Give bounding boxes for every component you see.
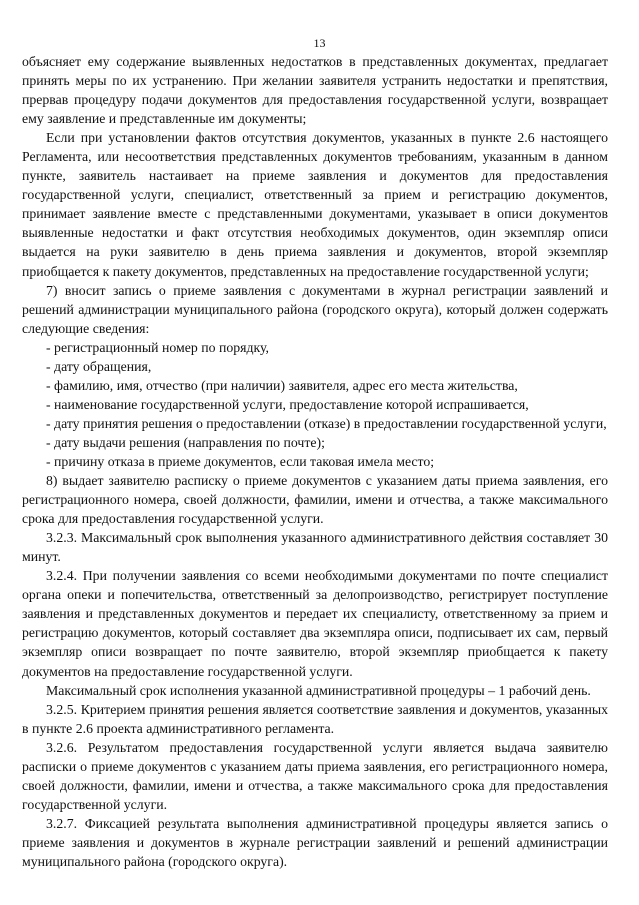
paragraph: - дату выдачи решения (направления по почте); xyxy=(46,434,325,450)
paragraph: - фамилию, имя, отчество (при наличии) заявителя, адрес его места жительства, xyxy=(46,377,518,393)
paragraph: - регистрационный номер по порядку, xyxy=(46,339,269,355)
paragraph: 3.2.4. При получении заявления со всеми необходимыми документами по почте специалист органа опеки и попечительства, ответственный за делопроизводство, регистрирует поступление заявления и представленных документов и передает их специалисту, ответственному за прием и регистрацию документов, который составляет два экземпляра описи, подписывает их сам, первый экземпляр описи возвращает по почте заявителю, второй экземпляр приобщается к пакету документов на предоставление государственной услуги. xyxy=(22,568,608,679)
paragraph: - дату обращения, xyxy=(46,358,152,374)
paragraph: объясняет ему содержание выявленных недостатков в представленных документах, предлагает принять меры по их устранению. При желании заявителя устранить недостатки и препятствия, прервав процедуру подачи документов для предоставления государственной услуги, возвращает ему заявление и представленные им документы; xyxy=(22,54,608,127)
page-number: 13 xyxy=(313,36,326,50)
paragraph: 7) вносит запись о приеме заявления с документами в журнал регистрации заявлений и решений администрации муниципального района (городского округа), который должен содержать следующие сведения: xyxy=(22,282,608,336)
paragraph: Максимальный срок исполнения указанной административной процедуры – 1 рабочий день. xyxy=(46,682,591,698)
paragraph: 3.2.3. Максимальный срок выполнения указанного административного действия составляет 30 минут. xyxy=(22,530,608,565)
paragraph: 8) выдает заявителю расписку о приеме документов с указанием даты приема заявления, его регистрационного номера, своей должности, фамилии, имени и отчества, а также максимального срока для предоставления государственной услуги. xyxy=(22,473,608,527)
document-body xyxy=(22,52,608,871)
paragraph: - причину отказа в приеме документов, если таковая имела место; xyxy=(46,453,435,469)
paragraph: - наименование государственной услуги, предоставление которой испрашивается, xyxy=(46,396,529,412)
paragraph: 3.2.7. Фиксацией результата выполнения административной процедуры является запись о приеме заявления и документов в журнале регистрации заявлений и решений администрации муниципального района (городского округа). xyxy=(22,815,608,869)
paragraph: - дату принятия решения о предоставлении (отказе) в предоставлении государственной услуги, xyxy=(46,415,607,431)
paragraph: Если при установлении фактов отсутствия документов, указанных в пункте 2.6 настоящего Регламента, или несоответствия представленных документов требованиям, указанным в данном пункте, заявитель настаивает на приеме заявления и документов для предоставления государственной услуги, специалист, ответственный за прием и регистрацию документов, принимает заявление вместе с представленными документами, указывает в описи документов выявленные недостатки и факт отсутствия необходимых документов, один экземпляр описи выдается на руки заявителю в день приема заявления и документов, второй экземпляр приобщается к пакету документов, представленных на предоставление государственной услуги; xyxy=(22,130,608,279)
paragraph: 3.2.5. Критерием принятия решения является соответствие заявления и документов, указанных в пункте 2.6 проекта административного регламента. xyxy=(22,701,608,736)
paragraph: 3.2.6. Результатом предоставления государственной услуги является выдача заявителю расписки о приеме документов с указанием даты приема заявления, его регистрационного номера, своей должности, фамилии, имени и отчества, а также максимального срока для предоставления государственной услуги. xyxy=(22,739,608,812)
